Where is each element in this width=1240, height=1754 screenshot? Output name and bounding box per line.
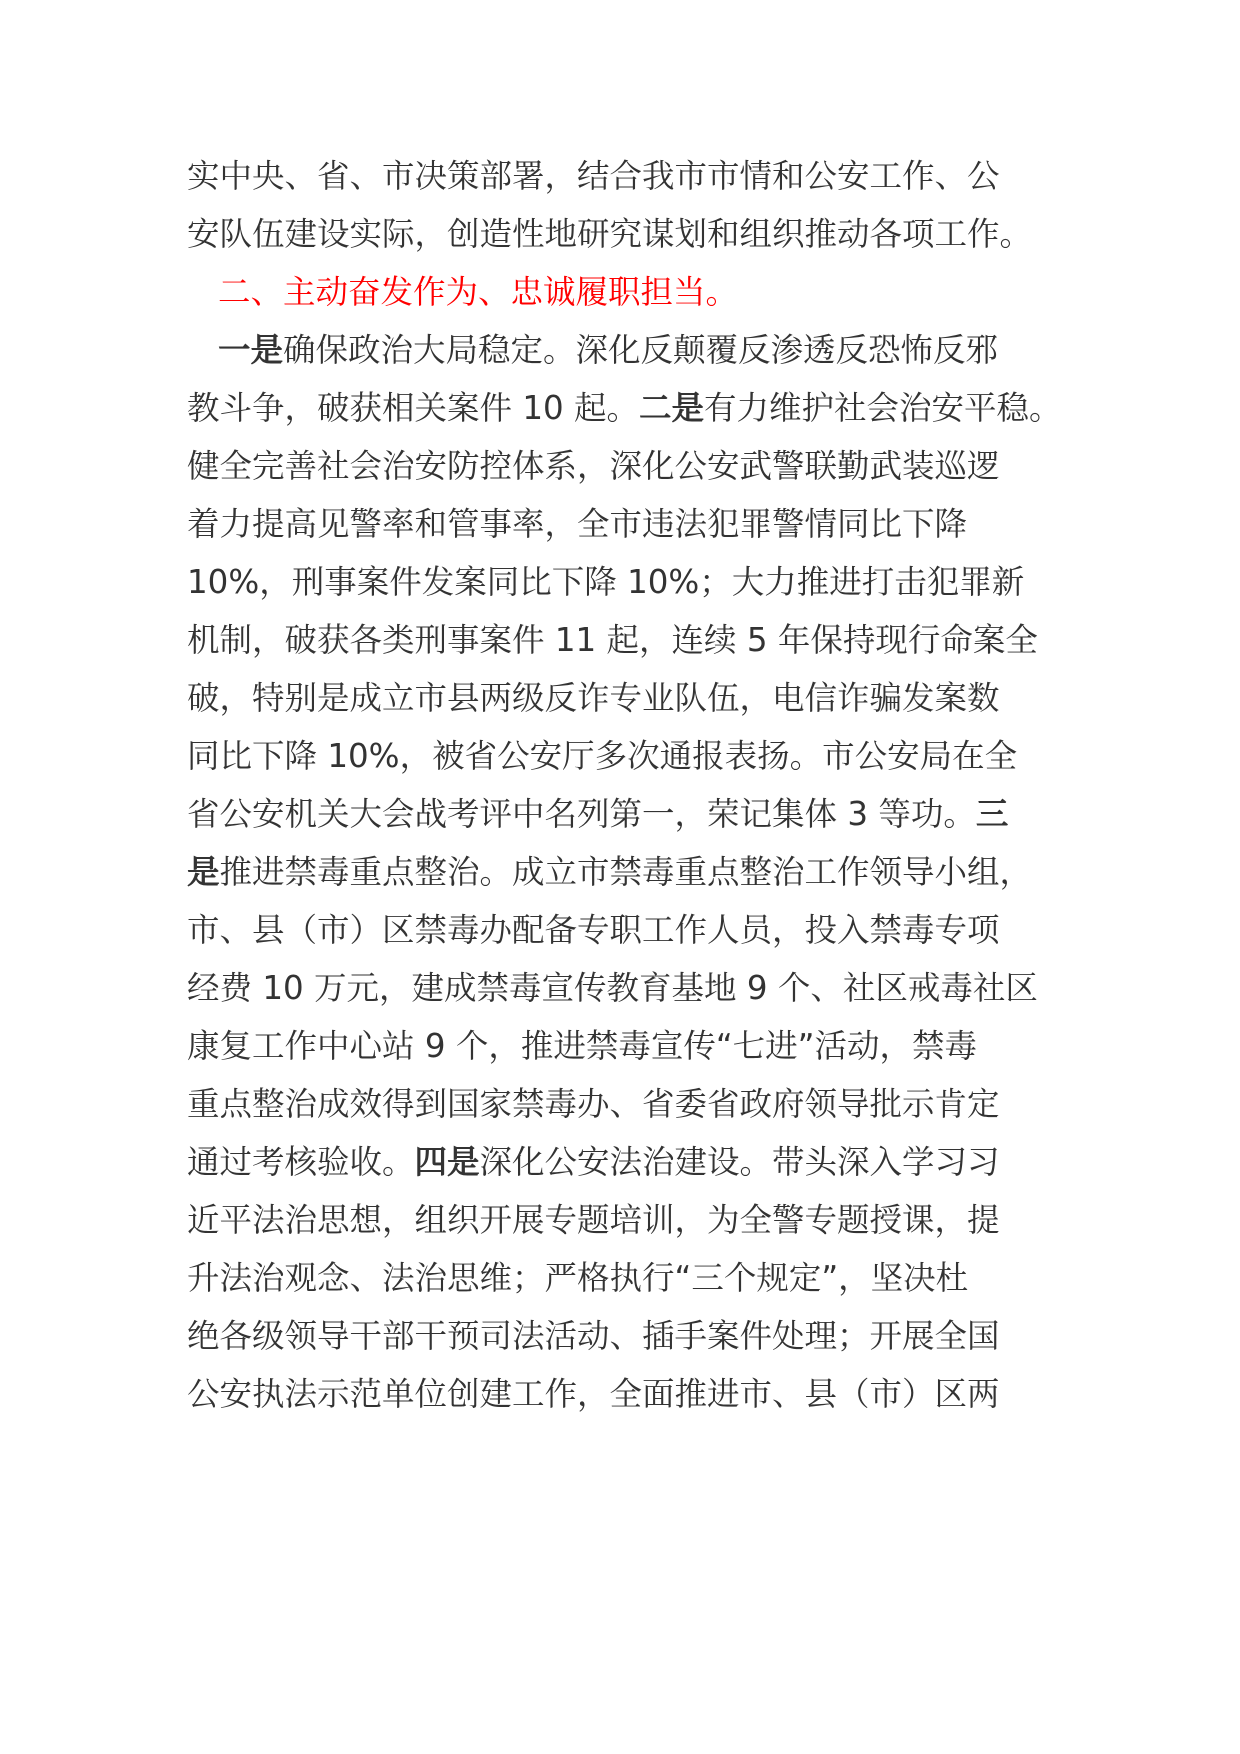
text-run: 破，特别是成立市县两级反诈专业队伍，电信诈骗发案数 xyxy=(187,679,1000,717)
body-line xyxy=(187,1200,1000,1240)
text-run: 通过考核验收。 xyxy=(187,1143,415,1181)
body-line xyxy=(187,214,1032,254)
body-line xyxy=(187,388,1062,428)
heading-text: 二、主动奋发作为、忠诚履职担当。 xyxy=(218,273,739,311)
text-run: 市、县（市）区禁毒办配备专职工作人员，投入禁毒专项 xyxy=(187,911,1000,949)
text-run: 绝各级领导干部干预司法活动、插手案件处理；开展全国 xyxy=(187,1317,1000,1355)
text-run: 省公安机关大会战考评中名列第一，荣记集体 3 等功。 xyxy=(187,795,976,833)
body-line xyxy=(187,1258,968,1298)
body-line xyxy=(187,736,1017,776)
body-line xyxy=(187,1084,1000,1124)
body-line xyxy=(187,562,1024,602)
body-line xyxy=(187,156,1000,196)
body-line xyxy=(187,794,1008,834)
body-line xyxy=(187,504,967,544)
text-run: 有力维护社会治安平稳。 xyxy=(704,389,1062,427)
body-line xyxy=(187,1142,1000,1182)
item-marker-three-part1: 三 xyxy=(975,795,1009,833)
body-line xyxy=(187,852,1032,892)
body-line xyxy=(218,330,998,370)
section-heading xyxy=(218,272,738,312)
text-run: 近平法治思想，组织开展专题培训，为全警专题授课，提 xyxy=(187,1201,1000,1239)
body-line xyxy=(187,1026,977,1066)
body-line xyxy=(187,1316,1000,1356)
body-line xyxy=(187,968,1038,1008)
text-run: 着力提高见警率和管事率，全市违法犯罪警情同比下降 xyxy=(187,505,968,543)
text-run: 深化公安法治建设。带头深入学习习 xyxy=(479,1143,1000,1181)
text-run: 教斗争，破获相关案件 10 起。 xyxy=(187,389,640,427)
body-line xyxy=(187,446,1000,486)
text-run: 康复工作中心站 9 个，推进禁毒宣传“七进”活动，禁毒 xyxy=(187,1027,978,1065)
text-run: 确保政治大局稳定。深化反颠覆反渗透反恐怖反邪 xyxy=(283,331,999,369)
item-marker-two: 二是 xyxy=(639,389,705,427)
body-line xyxy=(187,678,1000,718)
text-run: 安队伍建设实际，创造性地研究谋划和组织推动各项工作。 xyxy=(187,215,1033,253)
item-marker-three-part2: 是 xyxy=(187,853,220,891)
text-run: 健全完善社会治安防控体系，深化公安武警联勤武装巡逻 xyxy=(187,447,1000,485)
text-run: 机制，破获各类刑事案件 11 起，连续 5 年保持现行命案全 xyxy=(187,621,1038,659)
body-line xyxy=(187,910,1000,950)
text-run: 经费 10 万元，建成禁毒宣传教育基地 9 个、社区戒毒社区 xyxy=(187,969,1038,1007)
text-run: 同比下降 10%，被省公安厅多次通报表扬。市公安局在全 xyxy=(187,737,1018,775)
text-run: 升法治观念、法治思维；严格执行“三个规定”，坚决杜 xyxy=(187,1259,969,1297)
item-marker-four: 四是 xyxy=(414,1143,480,1181)
body-line xyxy=(187,620,1038,660)
text-run: 推进禁毒重点整治。成立市禁毒重点整治工作领导小组， xyxy=(219,853,1033,891)
text-run: 重点整治成效得到国家禁毒办、省委省政府领导批示肯定 xyxy=(187,1085,1000,1123)
text-run: 实中央、省、市决策部署，结合我市市情和公安工作、公 xyxy=(187,157,1000,195)
text-run: 公安执法示范单位创建工作，全面推进市、县（市）区两 xyxy=(187,1375,1000,1413)
item-marker-one: 一是 xyxy=(218,331,284,369)
body-line xyxy=(187,1374,1000,1414)
text-run: 10%，刑事案件发案同比下降 10%；大力推进打击犯罪新 xyxy=(187,563,1025,601)
